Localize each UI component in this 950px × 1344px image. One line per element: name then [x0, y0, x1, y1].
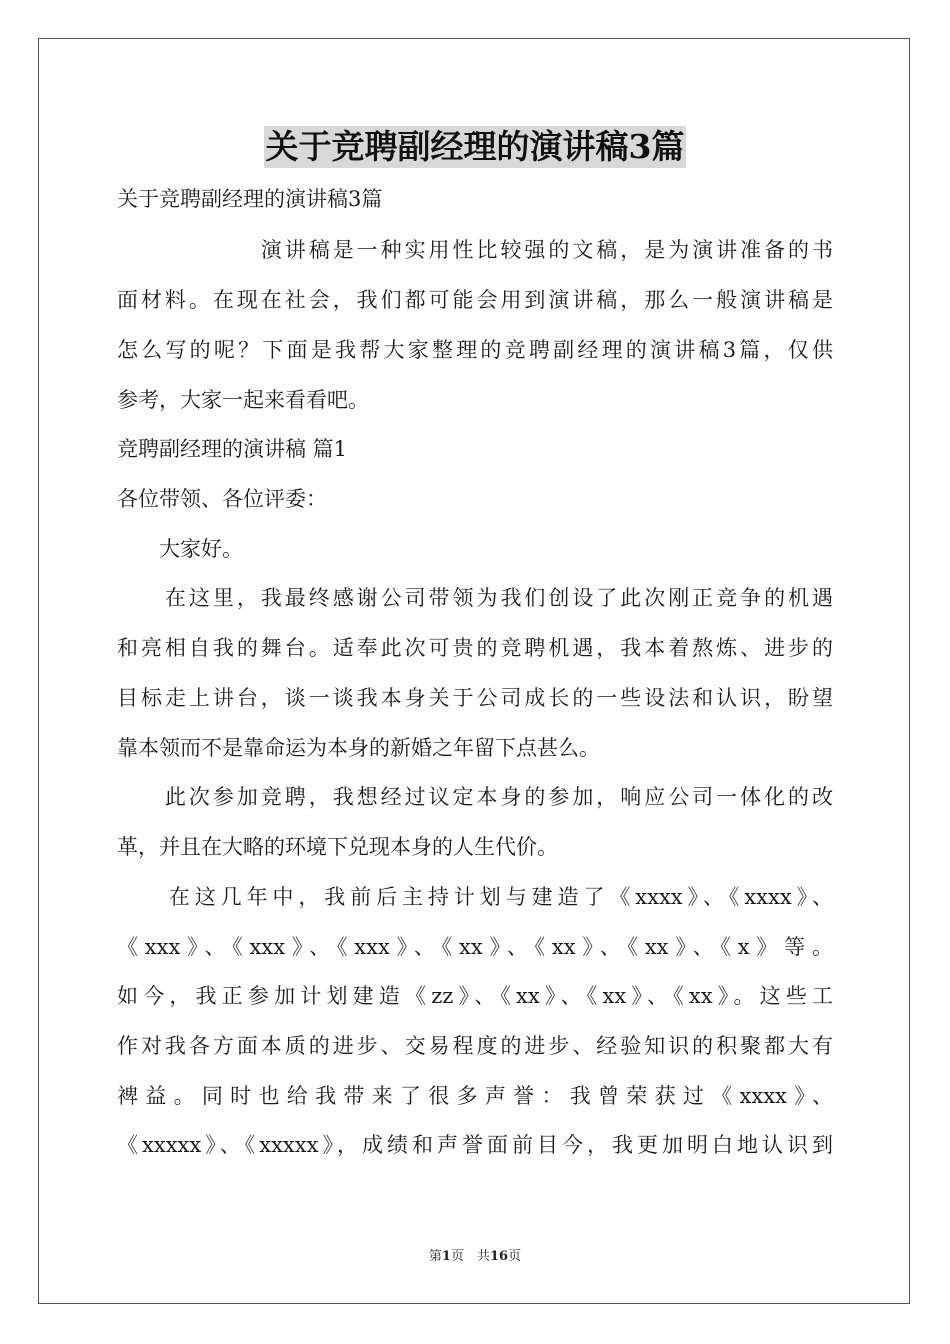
subtitle-line: 关于竞聘副经理的演讲稿3篇 [117, 187, 383, 211]
footer-page-number: 1 [441, 1249, 451, 1264]
footer-page-suffix: 页 [508, 1249, 522, 1264]
footer-page-prefix: 第 [428, 1249, 442, 1264]
text-line: 革，并且在大略的环境下兑现本身的人生代价。 [117, 835, 558, 859]
text-line: 靠本领而不是靠命运为本身的新婚之年留下点甚么。 [117, 736, 600, 760]
text-line: 面材料。在现在社会，我们都可能会用到演讲稿，那么一般演讲稿是 [117, 288, 833, 312]
footer-page-total: 16 [489, 1249, 509, 1264]
text-line: 作对我各方面本质的进步、交易程度的进步、经验知识的积聚都大有 [117, 1034, 833, 1058]
text-line: 在这里，我最终感谢公司带领为我们创设了此次刚正竞争的机遇 [117, 586, 833, 610]
page-footer [0, 1248, 950, 1266]
text-line: 目标走上讲台，谈一谈我本身关于公司成长的一些设法和认识，盼望 [117, 686, 833, 710]
text-line: 如今，我正参加计划建造《zz》、《xx》、《xx》、《xx》。这些工 [117, 984, 833, 1008]
text-line: 裨益。同时也给我带来了很多声誉：我曾荣获过《xxxx》、 [117, 1084, 833, 1108]
document-title [0, 126, 950, 170]
text-line: 参考，大家一起来看看吧。 [117, 388, 369, 412]
section-heading: 竞聘副经理的演讲稿 篇1 [117, 437, 348, 461]
text-line: 和亮相自我的舞台。适奉此次可贵的竞聘机遇，我本着熬炼、进步的 [117, 636, 833, 660]
salutation-line: 各位带领、各位评委： [117, 487, 327, 511]
text-line: 演讲稿是一种实用性比较强的文稿，是为演讲准备的书 [117, 238, 833, 262]
text-line: 此次参加竞聘，我想经过议定本身的参加，响应公司一体化的改 [117, 785, 833, 809]
text-line: 在这几年中，我前后主持计划与建造了《xxxx》、《xxxx》、 [117, 885, 833, 909]
greeting-line: 大家好。 [117, 537, 243, 561]
text-line: 《xxxxx》、《xxxxx》，成绩和声誉面前目今，我更加明白地认识到 [117, 1133, 833, 1157]
text-line: 《xxx》、《xxx》、《xxx》、《xx》、《xx》、《xx》、《x》等。 [117, 935, 833, 959]
document-title-text: 关于竞聘副经理的演讲稿3篇 [265, 127, 685, 166]
text-line: 怎么写的呢？下面是我帮大家整理的竞聘副经理的演讲稿3篇，仅供 [117, 338, 833, 362]
page-border [38, 38, 910, 1304]
footer-page-mid: 页 共 [450, 1249, 490, 1264]
